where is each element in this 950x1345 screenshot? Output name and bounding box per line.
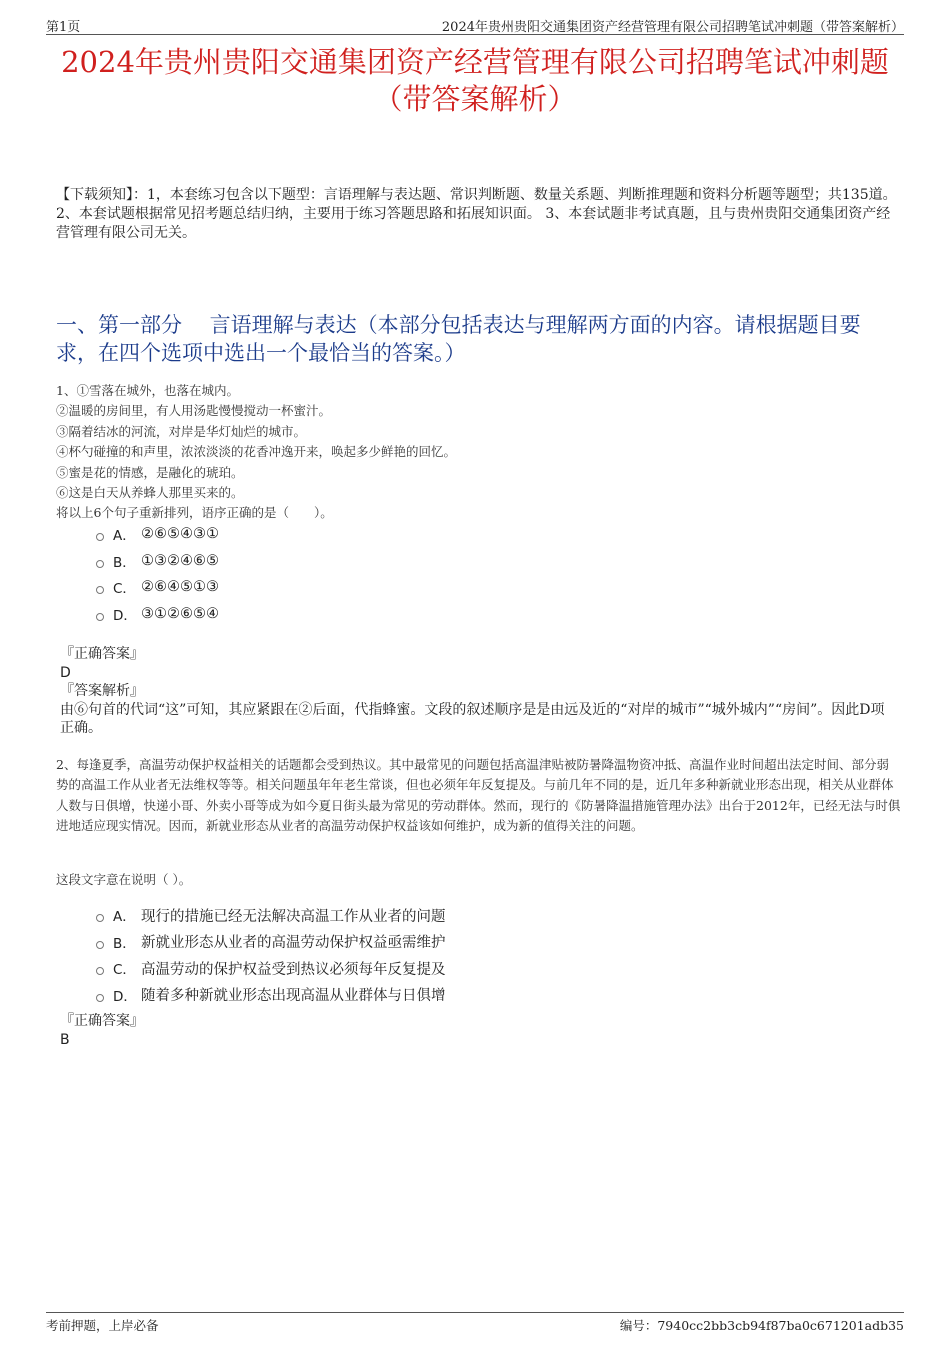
page-number: 第1页 xyxy=(46,20,81,35)
radio-icon[interactable] xyxy=(96,914,104,922)
radio-icon[interactable] xyxy=(96,941,104,949)
radio-icon[interactable] xyxy=(96,560,104,568)
question-1-option-b[interactable]: B． ①③②④⑥⑤ xyxy=(96,548,219,575)
question-2-answer xyxy=(60,1012,890,1049)
answer-label: 『正确答案』 xyxy=(60,1013,144,1029)
question-1-line: ②温暖的房间里，有人用汤匙慢慢搅动一杯蜜汁。 xyxy=(56,403,332,419)
footer-doc-id: 编号：7940cc2bb3cb94f87ba0c671201adb35 xyxy=(619,1318,904,1333)
question-2-option-b[interactable]: B． 新就业形态从业者的高温劳动保护权益亟需维护 xyxy=(96,929,446,956)
section-title: 一、第一部分 言语理解与表达（本部分包括表达与理解两方面的内容。请根据题目要求，在四个选项中选出一个最恰当的答案。） xyxy=(56,313,861,365)
document-title: 2024年贵州贵阳交通集团资产经营管理有限公司招聘笔试冲刺题（带答案解析） xyxy=(61,45,889,116)
footer-slogan: 考前押题，上岸必备 xyxy=(46,1318,159,1333)
answer-value: D xyxy=(60,664,71,681)
question-1-line: 将以上6个句子重新排列，语序正确的是（ ）。 xyxy=(56,505,333,521)
question-2-passage: 2、每逢夏季，高温劳动保护权益相关的话题都会受到热议。其中最常见的问题包括高温津贴被防暑降温物资冲抵、高温作业时间超出法定时间、部分弱势的高温工作从业者无法维权等等。相关问题虽年年老生常谈，但也必须年年反复提及。与前几年不同的是，近几年多种新就业形态出现，相关从业群体人数与日俱增，快递小哥、外卖小哥等成为如今夏日街头最为常见的劳动群体。然而，现行的《防暑降温措施管理办法》出台于2012年，已经无法与时俱进地适应现实情况。因而，新就业形态从业者的高温劳动保护权益该如何维护，成为新的值得关注的问题。 xyxy=(56,757,901,834)
analysis-text: 由⑥句首的代词“这”可知，其应紧跟在②后面，代指蜂蜜。文段的叙述顺序是是由远及近的“对岸的城市”“城外城内”“房间”。因此D项正确。 xyxy=(60,701,885,736)
question-2-prompt: 这段文字意在说明（ ）。 xyxy=(56,872,192,887)
question-1-line: ④杯勺碰撞的和声里，浓浓淡淡的花香冲逸开来，唤起多少鲜艳的回忆。 xyxy=(56,444,457,460)
question-1-option-d[interactable]: D． ③①②⑥⑤④ xyxy=(96,601,219,628)
question-1-line: ⑤蜜是花的情感，是融化的琥珀。 xyxy=(56,464,244,480)
radio-icon[interactable] xyxy=(96,533,104,541)
question-1-body xyxy=(56,381,901,524)
question-2-option-d[interactable]: D． 随着多种新就业形态出现高温从业群体与日俱增 xyxy=(96,982,446,1009)
radio-icon[interactable] xyxy=(96,967,104,975)
radio-icon[interactable] xyxy=(96,994,104,1002)
question-1-options xyxy=(96,521,219,627)
question-1-option-a[interactable]: A． ②⑥⑤④③① xyxy=(96,521,219,548)
page-footer xyxy=(46,1312,904,1333)
question-2-option-c[interactable]: C． 高温劳动的保护权益受到热议必须每年反复提及 xyxy=(96,955,446,982)
download-notice: 【下载须知】：1，本套练习包含以下题型：言语理解与表达题、常识判断题、数量关系题、判断推理题和资料分析题等题型；共135道。 2、本套试题根据常见招考题总结归纳，主要用于练习答题思路和拓展知识面。 3、本套试题非考试真题，且与贵州贵阳交通集团资产经营管理有限公司无关。 xyxy=(56,187,897,241)
answer-value: B xyxy=(60,1031,70,1048)
radio-icon[interactable] xyxy=(96,586,104,594)
question-1-line: 1、①雪落在城外，也落在城内。 xyxy=(56,383,239,398)
question-1-line: ③隔着结冰的河流，对岸是华灯灿烂的城市。 xyxy=(56,423,307,439)
page-header xyxy=(46,14,904,35)
question-2-options xyxy=(96,902,446,1008)
question-1-line: ⑥这是白天从养蜂人那里买来的。 xyxy=(56,485,244,501)
analysis-label: 『答案解析』 xyxy=(60,683,144,699)
question-2-option-a[interactable]: A． 现行的措施已经无法解决高温工作从业者的问题 xyxy=(96,902,446,929)
radio-icon[interactable] xyxy=(96,613,104,621)
question-1-answer xyxy=(60,645,890,738)
answer-label: 『正确答案』 xyxy=(60,646,144,662)
header-doc-title: 2024年贵州贵阳交通集团资产经营管理有限公司招聘笔试冲刺题（带答案解析） xyxy=(441,20,904,35)
question-1-option-c[interactable]: C． ②⑥④⑤①③ xyxy=(96,574,219,601)
